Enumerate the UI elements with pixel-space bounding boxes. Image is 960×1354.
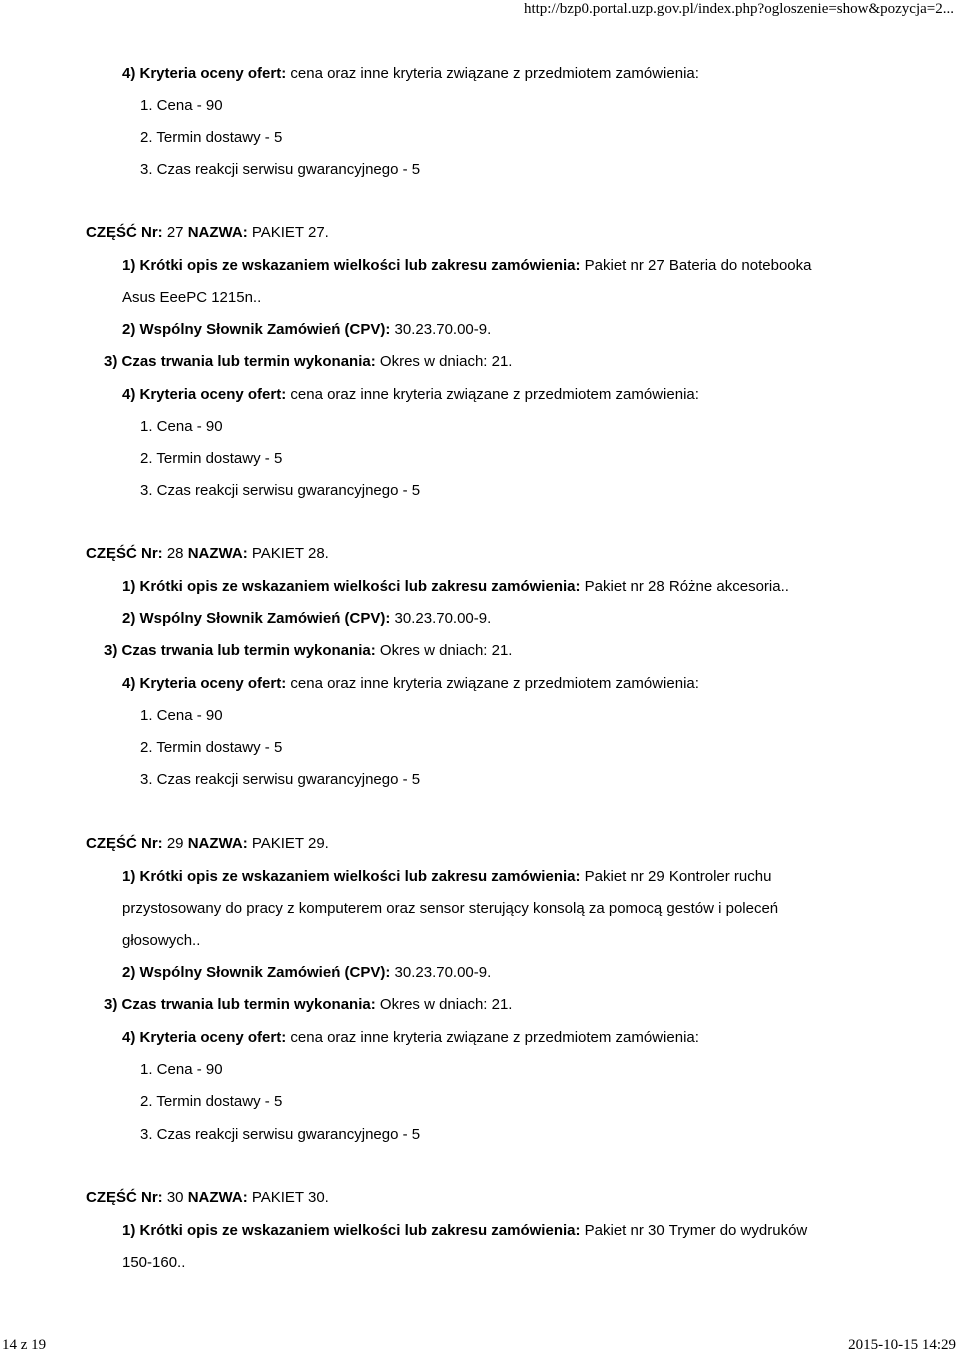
text-line: [122, 964, 491, 982]
page-url-header: http://bzp0.portal.uzp.gov.pl/index.php?ogloszenie=show&pozycja=2...: [523, 1, 954, 17]
field-value: 30.23.70.00-9.: [394, 964, 492, 981]
text-line: [122, 932, 200, 950]
text-line: [122, 1222, 807, 1240]
field-value: 2. Termin dostawy - 5: [140, 1093, 283, 1110]
field-value: 1. Cena - 90: [140, 418, 223, 435]
field-value: przystosowany do pracy z komputerem oraz sensor sterujący konsolą za pomocą gestów i poleceń: [122, 900, 779, 917]
field-value: Pakiet nr 30 Trymer do wydruków: [584, 1222, 808, 1239]
text-line: [122, 578, 789, 596]
field-label: CZĘŚĆ Nr:: [86, 835, 167, 852]
text-line: [104, 642, 512, 660]
field-value: Asus EeePC 1215n..: [122, 289, 262, 306]
field-value: PAKIET 30.: [251, 1189, 329, 1206]
text-line: [86, 224, 329, 242]
field-label: 2) Wspólny Słownik Zamówień (CPV):: [122, 964, 395, 981]
text-line: [140, 129, 282, 147]
text-line: [140, 161, 420, 179]
text-line: [140, 482, 420, 500]
field-label: 2) Wspólny Słownik Zamówień (CPV):: [122, 321, 395, 338]
field-value: 2. Termin dostawy - 5: [140, 450, 283, 467]
field-value: PAKIET 29.: [251, 835, 329, 852]
field-value: 2. Termin dostawy - 5: [140, 739, 283, 756]
field-label: 3) Czas trwania lub termin wykonania:: [104, 642, 380, 659]
text-line: [86, 545, 329, 563]
field-value: Pakiet nr 29 Kontroler ruchu: [584, 868, 772, 885]
field-value: 29: [166, 835, 188, 852]
field-value: Pakiet nr 28 Różne akcesoria..: [584, 578, 789, 595]
text-line: [104, 353, 512, 371]
text-line: [122, 900, 778, 918]
text-line: [140, 1093, 282, 1111]
text-line: [104, 996, 512, 1014]
text-line: [122, 610, 491, 628]
field-value: Pakiet nr 27 Bateria do notebooka: [584, 257, 812, 274]
field-label: NAZWA:: [187, 224, 252, 241]
field-value: głosowych..: [122, 932, 201, 949]
text-line: [122, 289, 261, 307]
field-value: 1. Cena - 90: [140, 707, 223, 724]
text-line: [140, 1126, 420, 1144]
text-line: [140, 1061, 223, 1079]
field-label: CZĘŚĆ Nr:: [86, 1189, 167, 1206]
field-label: NAZWA:: [187, 545, 252, 562]
field-label: 4) Kryteria oceny ofert:: [122, 386, 291, 403]
field-label: 1) Krótki opis ze wskazaniem wielkości lub zakresu zamówienia:: [122, 257, 585, 274]
field-label: CZĘŚĆ Nr:: [86, 545, 167, 562]
text-line: [140, 418, 223, 436]
field-label: 1) Krótki opis ze wskazaniem wielkości lub zakresu zamówienia:: [122, 578, 585, 595]
field-label: 3) Czas trwania lub termin wykonania:: [104, 996, 380, 1013]
field-label: 3) Czas trwania lub termin wykonania:: [104, 353, 380, 370]
text-line: [122, 386, 699, 404]
field-value: 27: [166, 224, 188, 241]
text-line: [122, 257, 811, 275]
field-value: 2. Termin dostawy - 5: [140, 129, 283, 146]
field-value: 3. Czas reakcji serwisu gwarancyjnego - 5: [140, 1126, 421, 1143]
field-label: CZĘŚĆ Nr:: [86, 224, 167, 241]
print-datetime: 2015-10-15 14:29: [848, 1337, 956, 1353]
text-line: [122, 868, 771, 886]
field-label: NAZWA:: [187, 1189, 252, 1206]
text-line: [122, 321, 491, 339]
field-value: PAKIET 28.: [251, 545, 329, 562]
field-value: 28: [166, 545, 188, 562]
field-label: NAZWA:: [187, 835, 252, 852]
text-line: [122, 65, 699, 83]
field-value: PAKIET 27.: [251, 224, 329, 241]
field-value: 30.23.70.00-9.: [394, 610, 492, 627]
text-line: [122, 1029, 699, 1047]
field-value: Okres w dniach: 21.: [379, 642, 513, 659]
text-line: [140, 450, 282, 468]
text-line: [86, 835, 329, 853]
page-number: 14 z 19: [2, 1337, 47, 1353]
field-value: cena oraz inne kryteria związane z przedmiotem zamówienia:: [290, 675, 699, 692]
field-value: cena oraz inne kryteria związane z przedmiotem zamówienia:: [290, 65, 699, 82]
field-label: 2) Wspólny Słownik Zamówień (CPV):: [122, 610, 395, 627]
field-label: 4) Kryteria oceny ofert:: [122, 65, 291, 82]
field-value: cena oraz inne kryteria związane z przedmiotem zamówienia:: [290, 386, 699, 403]
text-line: [140, 739, 282, 757]
text-line: [86, 1189, 329, 1207]
field-value: 1. Cena - 90: [140, 97, 223, 114]
text-line: [140, 707, 223, 725]
field-value: Okres w dniach: 21.: [379, 353, 513, 370]
field-label: 1) Krótki opis ze wskazaniem wielkości lub zakresu zamówienia:: [122, 1222, 585, 1239]
text-line: [122, 1254, 185, 1272]
field-value: cena oraz inne kryteria związane z przedmiotem zamówienia:: [290, 1029, 699, 1046]
field-value: 30: [166, 1189, 188, 1206]
field-label: 4) Kryteria oceny ofert:: [122, 675, 291, 692]
field-value: Okres w dniach: 21.: [379, 996, 513, 1013]
field-value: 3. Czas reakcji serwisu gwarancyjnego - 5: [140, 771, 421, 788]
text-line: [122, 675, 699, 693]
field-label: 4) Kryteria oceny ofert:: [122, 1029, 291, 1046]
field-value: 3. Czas reakcji serwisu gwarancyjnego - 5: [140, 161, 421, 178]
field-value: 3. Czas reakcji serwisu gwarancyjnego - 5: [140, 482, 421, 499]
field-value: 1. Cena - 90: [140, 1061, 223, 1078]
field-label: 1) Krótki opis ze wskazaniem wielkości lub zakresu zamówienia:: [122, 868, 585, 885]
field-value: 150-160..: [122, 1254, 186, 1271]
text-line: [140, 771, 420, 789]
text-line: [140, 97, 223, 115]
field-value: 30.23.70.00-9.: [394, 321, 492, 338]
